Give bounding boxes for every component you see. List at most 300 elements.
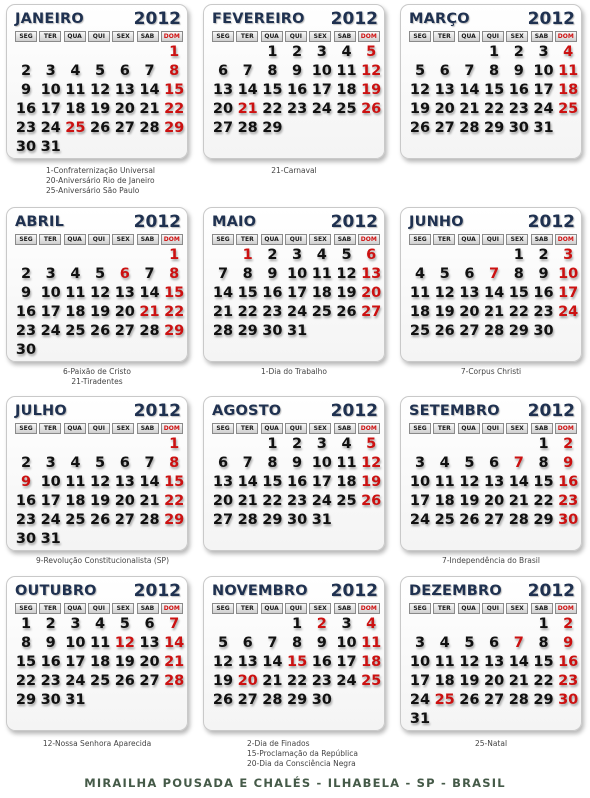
calendar-day: 7: [267, 635, 278, 651]
calendar-day: 9: [316, 635, 327, 651]
calendar-day: 6: [119, 266, 130, 282]
calendar-day: 23: [15, 512, 37, 528]
calendar-day: 16: [558, 474, 579, 490]
calendar-day: 30: [262, 323, 283, 339]
calendar-day: 21: [237, 493, 258, 509]
calendar-day: 23: [287, 493, 308, 509]
calendar-day: 7: [169, 616, 180, 632]
calendar-day: 30: [558, 512, 579, 528]
calendar-day: 31: [533, 120, 554, 136]
calendar-day: 26: [361, 101, 382, 117]
calendar-day: 6: [366, 247, 377, 263]
calendar-day: 18: [90, 654, 111, 670]
calendar-day: 1: [169, 44, 180, 60]
calendar-day: 23: [311, 673, 332, 689]
month-year: 2012: [527, 581, 575, 601]
calendar-day: 27: [114, 120, 135, 136]
calendar-day: 24: [40, 120, 61, 136]
calendar-day: 15: [164, 82, 185, 98]
holiday-note: 25-Natal: [474, 739, 508, 748]
calendar-day: 26: [90, 120, 111, 136]
calendar-day: 7: [242, 63, 253, 79]
calendar-day: 28: [212, 323, 234, 339]
calendar-day: 29: [533, 692, 554, 708]
month-year: 2012: [133, 581, 181, 601]
calendar-day: 24: [409, 512, 431, 528]
calendar-day: 9: [292, 455, 303, 471]
calendar-day: 19: [90, 304, 111, 320]
calendar-day: 14: [237, 82, 258, 98]
calendar-day: 17: [336, 654, 357, 670]
weekday-label: SAB: [137, 423, 159, 434]
calendar-day: 5: [439, 266, 450, 282]
weekday-label: QUI: [285, 31, 307, 42]
holiday-notes: [36, 556, 169, 566]
calendar-day: 9: [513, 63, 524, 79]
calendar-day: 24: [40, 323, 61, 339]
calendar-day: 9: [20, 474, 32, 490]
calendar-day: 11: [65, 285, 86, 301]
calendar-day: 29: [164, 120, 185, 136]
calendar-day: 4: [563, 44, 574, 60]
month-year: 2012: [330, 212, 378, 232]
calendar-day: 30: [15, 531, 37, 547]
calendar-day: 9: [20, 285, 32, 301]
month-name: SETEMBRO: [409, 403, 500, 419]
weekday-label: DOM: [555, 603, 577, 614]
calendar-day: 27: [484, 512, 505, 528]
calendar-day: 2: [267, 247, 278, 263]
calendar-day: 7: [144, 266, 155, 282]
calendar-day: 30: [558, 692, 579, 708]
calendar-day: 20: [484, 673, 505, 689]
calendar-day: 24: [65, 673, 86, 689]
calendar-day: 22: [287, 673, 308, 689]
weekday-header: [212, 603, 380, 614]
calendar-day: 13: [212, 82, 234, 98]
weekday-label: SAB: [334, 603, 356, 614]
calendar-day: 8: [292, 635, 303, 651]
calendar-day: 18: [336, 82, 357, 98]
calendar-day: 2: [20, 455, 32, 471]
calendar-day: 18: [409, 304, 431, 320]
calendar-day: 27: [434, 120, 455, 136]
calendar-day: 26: [459, 692, 480, 708]
calendar-day: 1: [489, 44, 500, 60]
calendar-day: 5: [95, 455, 106, 471]
calendar-day: 10: [311, 63, 332, 79]
holiday-note: 7-Corpus Christi: [460, 367, 522, 376]
calendar-day: 18: [65, 304, 86, 320]
calendar-day: 4: [341, 436, 352, 452]
calendar-day: 8: [489, 63, 500, 79]
weekday-label: SEG: [409, 31, 431, 42]
calendar-day: 13: [114, 474, 135, 490]
calendar-day: 28: [508, 512, 529, 528]
calendar-day: 12: [409, 82, 431, 98]
calendar-day: 23: [558, 673, 579, 689]
calendar-day: 6: [217, 63, 229, 79]
calendar-day: 17: [40, 304, 61, 320]
calendar-day: 12: [459, 474, 480, 490]
calendar-day: 14: [508, 474, 529, 490]
month-card-0: [6, 4, 188, 159]
calendar-day: 2: [538, 247, 549, 263]
calendar-day: 8: [169, 266, 180, 282]
calendar-day: 17: [311, 82, 332, 98]
calendar-day: 21: [459, 101, 480, 117]
month-card-9: [6, 576, 188, 731]
calendar-day: 25: [336, 101, 357, 117]
weekday-label: QUI: [482, 234, 504, 245]
calendar-day: 11: [434, 474, 455, 490]
calendar-day: 17: [409, 673, 431, 689]
weekday-label: SEG: [15, 603, 37, 614]
calendar-day: 16: [15, 101, 37, 117]
calendar-day: 27: [212, 512, 234, 528]
month-card-2: [400, 4, 582, 159]
calendar-day: 16: [15, 493, 37, 509]
calendar-day: 2: [316, 616, 327, 632]
weekday-label: DOM: [555, 31, 577, 42]
weekday-label: DOM: [555, 423, 577, 434]
calendar-day: 23: [15, 120, 37, 136]
month-card-1: [203, 4, 385, 159]
weekday-label: DOM: [161, 603, 183, 614]
month-year: 2012: [330, 401, 378, 421]
calendar-day: 13: [237, 654, 258, 670]
weekday-label: DOM: [161, 423, 183, 434]
calendar-day: 31: [287, 323, 308, 339]
weekday-header: [409, 603, 577, 614]
weekday-label: QUA: [458, 234, 480, 245]
calendar-day: 12: [90, 474, 111, 490]
calendar-day: 19: [361, 474, 382, 490]
calendar-day: 24: [311, 101, 332, 117]
holiday-notes: [400, 367, 582, 377]
calendar-day: 12: [212, 654, 234, 670]
calendar-day: 8: [267, 455, 278, 471]
calendar-day: 20: [459, 304, 480, 320]
calendar-day: 15: [164, 285, 185, 301]
calendar-day: 15: [262, 474, 283, 490]
calendar-day: 3: [414, 455, 426, 471]
month-card-4: [203, 207, 385, 362]
weekday-header: [15, 31, 183, 42]
calendar-day: 20: [484, 493, 505, 509]
calendar-day: 15: [15, 654, 37, 670]
month-name: AGOSTO: [212, 403, 282, 419]
month-name: DEZEMBRO: [409, 583, 502, 599]
month-name: JULHO: [15, 403, 67, 419]
holiday-notes: [203, 166, 385, 176]
calendar-day: 4: [316, 247, 327, 263]
calendar-day: 2: [563, 616, 574, 632]
calendar-day: 1: [538, 436, 549, 452]
weekday-label: QUI: [482, 423, 504, 434]
calendar-day: 20: [114, 304, 135, 320]
calendar-day: 28: [508, 692, 529, 708]
calendar-day: 23: [533, 304, 554, 320]
calendar-day: 20: [139, 654, 160, 670]
calendar-day: 6: [217, 455, 229, 471]
weekday-label: SEX: [506, 234, 528, 245]
calendar-day: 20: [212, 493, 234, 509]
calendar-day: 21: [139, 304, 160, 320]
weekday-label: SEX: [309, 234, 331, 245]
calendar-day: 22: [262, 101, 283, 117]
calendar-day: 30: [533, 323, 554, 339]
calendar-day: 22: [164, 304, 185, 320]
calendar-day: 2: [20, 266, 32, 282]
calendar-day: 3: [563, 247, 574, 263]
weekday-label: SAB: [531, 423, 553, 434]
calendar-day: 14: [139, 82, 160, 98]
weekday-label: TER: [39, 31, 61, 42]
calendar-day: 23: [40, 673, 61, 689]
calendar-day: 3: [292, 247, 303, 263]
calendar-day: 12: [90, 82, 111, 98]
calendar-day: 5: [217, 635, 229, 651]
calendar-day: 6: [144, 616, 155, 632]
holiday-notes: [400, 739, 582, 749]
calendar-day: 28: [484, 323, 505, 339]
calendar-day: 4: [70, 266, 81, 282]
calendar-day: 4: [439, 455, 450, 471]
weekday-label: SAB: [137, 31, 159, 42]
holiday-note: 1-Confraternização Universal: [46, 166, 155, 175]
calendar-day: 4: [439, 635, 450, 651]
weekday-label: SEX: [112, 31, 134, 42]
calendar-day: 16: [15, 304, 37, 320]
calendar-day: 29: [533, 512, 554, 528]
calendar-day: 3: [45, 455, 56, 471]
calendar-day: 25: [311, 304, 332, 320]
weekday-label: SEX: [112, 423, 134, 434]
weekday-label: QUI: [482, 31, 504, 42]
weekday-label: QUA: [64, 423, 86, 434]
weekday-label: QUA: [261, 234, 283, 245]
calendar-day: 2: [563, 436, 574, 452]
calendar-day: 19: [212, 673, 234, 689]
calendar-day: 20: [114, 101, 135, 117]
weekday-label: DOM: [358, 423, 380, 434]
weekday-label: SEG: [409, 234, 431, 245]
weekday-label: SEG: [15, 423, 37, 434]
calendar-day: 18: [65, 101, 86, 117]
calendar-day: 15: [508, 285, 529, 301]
calendar-day: 26: [114, 673, 135, 689]
calendar-day: 19: [336, 285, 357, 301]
holiday-notes: [6, 367, 188, 387]
calendar-day: 7: [513, 635, 524, 651]
calendar-day: 11: [409, 285, 431, 301]
calendar-day: 10: [558, 266, 579, 282]
calendar-day: 1: [538, 616, 549, 632]
calendar-day: 29: [15, 692, 37, 708]
month-card-8: [400, 396, 582, 551]
holiday-note: 21-Carnaval: [271, 166, 317, 175]
holiday-notes: [400, 556, 582, 566]
calendar-day: 11: [90, 635, 111, 651]
month-year: 2012: [133, 212, 181, 232]
calendar-day: 1: [267, 436, 278, 452]
calendar-day: 13: [361, 266, 382, 282]
calendar-day: 18: [558, 82, 579, 98]
calendar-day: 31: [40, 531, 61, 547]
calendar-day: 27: [484, 692, 505, 708]
weekday-label: QUI: [88, 31, 110, 42]
month-name: FEVEREIRO: [212, 11, 305, 27]
calendar-day: 2: [20, 63, 32, 79]
calendar-day: 20: [434, 101, 455, 117]
calendar-day: 18: [434, 673, 455, 689]
calendar-day: 4: [95, 616, 106, 632]
calendar-day: 9: [563, 455, 574, 471]
calendar-day: 19: [90, 101, 111, 117]
weekday-label: SAB: [531, 31, 553, 42]
calendar-day: 21: [139, 493, 160, 509]
holiday-notes: [247, 739, 358, 769]
calendar-day: 30: [15, 342, 37, 358]
calendar-day: 15: [262, 82, 283, 98]
weekday-label: QUA: [458, 31, 480, 42]
calendar-day: 3: [70, 616, 81, 632]
calendar-day: 15: [164, 474, 185, 490]
holiday-note: 20-Dia da Consciência Negra: [247, 759, 356, 768]
weekday-label: DOM: [358, 234, 380, 245]
weekday-label: TER: [433, 603, 455, 614]
calendar-day: 26: [361, 493, 382, 509]
weekday-label: SEX: [112, 234, 134, 245]
calendar-day: 25: [336, 493, 357, 509]
calendar-day: 12: [434, 285, 455, 301]
calendar-day: 10: [40, 82, 61, 98]
calendar-day: 8: [538, 455, 549, 471]
weekday-label: SEX: [506, 603, 528, 614]
calendar-day: 16: [287, 82, 308, 98]
calendar-day: 7: [513, 455, 524, 471]
calendar-day: 5: [464, 635, 475, 651]
weekday-label: SAB: [334, 423, 356, 434]
calendar-day: 29: [262, 120, 283, 136]
calendar-day: 16: [533, 285, 554, 301]
calendar-day: 7: [489, 266, 500, 282]
calendar-day: 30: [287, 512, 308, 528]
calendar-day: 6: [119, 455, 130, 471]
calendar-day: 10: [409, 654, 431, 670]
calendar-day: 25: [361, 673, 382, 689]
calendar-day: 21: [139, 101, 160, 117]
calendar-day: 26: [90, 512, 111, 528]
weekday-label: QUI: [482, 603, 504, 614]
calendar-day: 29: [164, 512, 185, 528]
calendar-day: 1: [242, 247, 253, 263]
month-name: JANEIRO: [15, 11, 84, 27]
weekday-label: SAB: [531, 234, 553, 245]
calendar-day: 6: [464, 266, 475, 282]
calendar-day: 28: [262, 692, 283, 708]
calendar-day: 28: [459, 120, 480, 136]
holiday-note: 2-Dia de Finados: [247, 739, 310, 748]
weekday-label: QUI: [88, 603, 110, 614]
calendar-day: 12: [459, 654, 480, 670]
calendar-day: 14: [139, 285, 160, 301]
weekday-label: TER: [433, 423, 455, 434]
holiday-note: 12-Nossa Senhora Aparecida: [42, 739, 152, 748]
calendar-day: 10: [311, 455, 332, 471]
month-name: JUNHO: [409, 214, 464, 230]
calendar-day: 30: [508, 120, 529, 136]
calendar-day: 29: [262, 512, 283, 528]
weekday-label: SAB: [334, 234, 356, 245]
calendar-day: 27: [361, 304, 382, 320]
calendar-day: 9: [20, 82, 32, 98]
calendar-day: 9: [45, 635, 56, 651]
calendar-day: 3: [414, 635, 426, 651]
calendar-day: 26: [434, 323, 455, 339]
calendar-day: 14: [164, 635, 185, 651]
calendar-day: 29: [287, 692, 308, 708]
calendar-day: 14: [237, 474, 258, 490]
weekday-label: SEG: [212, 603, 234, 614]
calendar-day: 8: [169, 63, 180, 79]
calendar-day: 4: [70, 63, 81, 79]
calendar-day: 29: [508, 323, 529, 339]
calendar-day: 8: [513, 266, 524, 282]
weekday-label: TER: [39, 234, 61, 245]
calendar-day: 10: [40, 474, 61, 490]
calendar-day: 27: [139, 673, 160, 689]
calendar-day: 24: [336, 673, 357, 689]
weekday-label: SAB: [334, 31, 356, 42]
weekday-label: TER: [39, 603, 61, 614]
calendar-day: 29: [237, 323, 258, 339]
weekday-label: TER: [236, 603, 258, 614]
weekday-label: DOM: [358, 603, 380, 614]
calendar-day: 13: [212, 474, 234, 490]
calendar-day: 28: [237, 512, 258, 528]
weekday-label: SEX: [309, 603, 331, 614]
calendar-day: 17: [40, 493, 61, 509]
calendar-day: 24: [558, 304, 579, 320]
calendar-day: 12: [361, 455, 382, 471]
calendar-day: 13: [114, 82, 135, 98]
month-card-10: [203, 576, 385, 731]
calendar-day: 5: [95, 63, 106, 79]
footer-text: MIRAILHA POUSADA E CHALÉS - ILHABELA - SP - BRASIL: [84, 776, 506, 790]
weekday-label: QUI: [285, 423, 307, 434]
weekday-label: QUI: [285, 234, 307, 245]
weekday-label: SAB: [137, 234, 159, 245]
calendar-day: 21: [508, 673, 529, 689]
month-name: ABRIL: [15, 214, 65, 230]
calendar-day: 6: [439, 63, 450, 79]
calendar-day: 18: [361, 654, 382, 670]
calendar-day: 9: [563, 635, 574, 651]
calendar-day: 17: [409, 493, 431, 509]
weekday-label: SEX: [506, 423, 528, 434]
calendar-day: 19: [459, 673, 480, 689]
weekday-header: [409, 31, 577, 42]
calendar-day: 4: [341, 44, 352, 60]
weekday-label: SEG: [409, 423, 431, 434]
weekday-label: SEX: [506, 31, 528, 42]
calendar-day: 25: [65, 512, 86, 528]
calendar-day: 3: [538, 44, 549, 60]
calendar-day: 12: [336, 266, 357, 282]
calendar-day: 25: [434, 512, 455, 528]
